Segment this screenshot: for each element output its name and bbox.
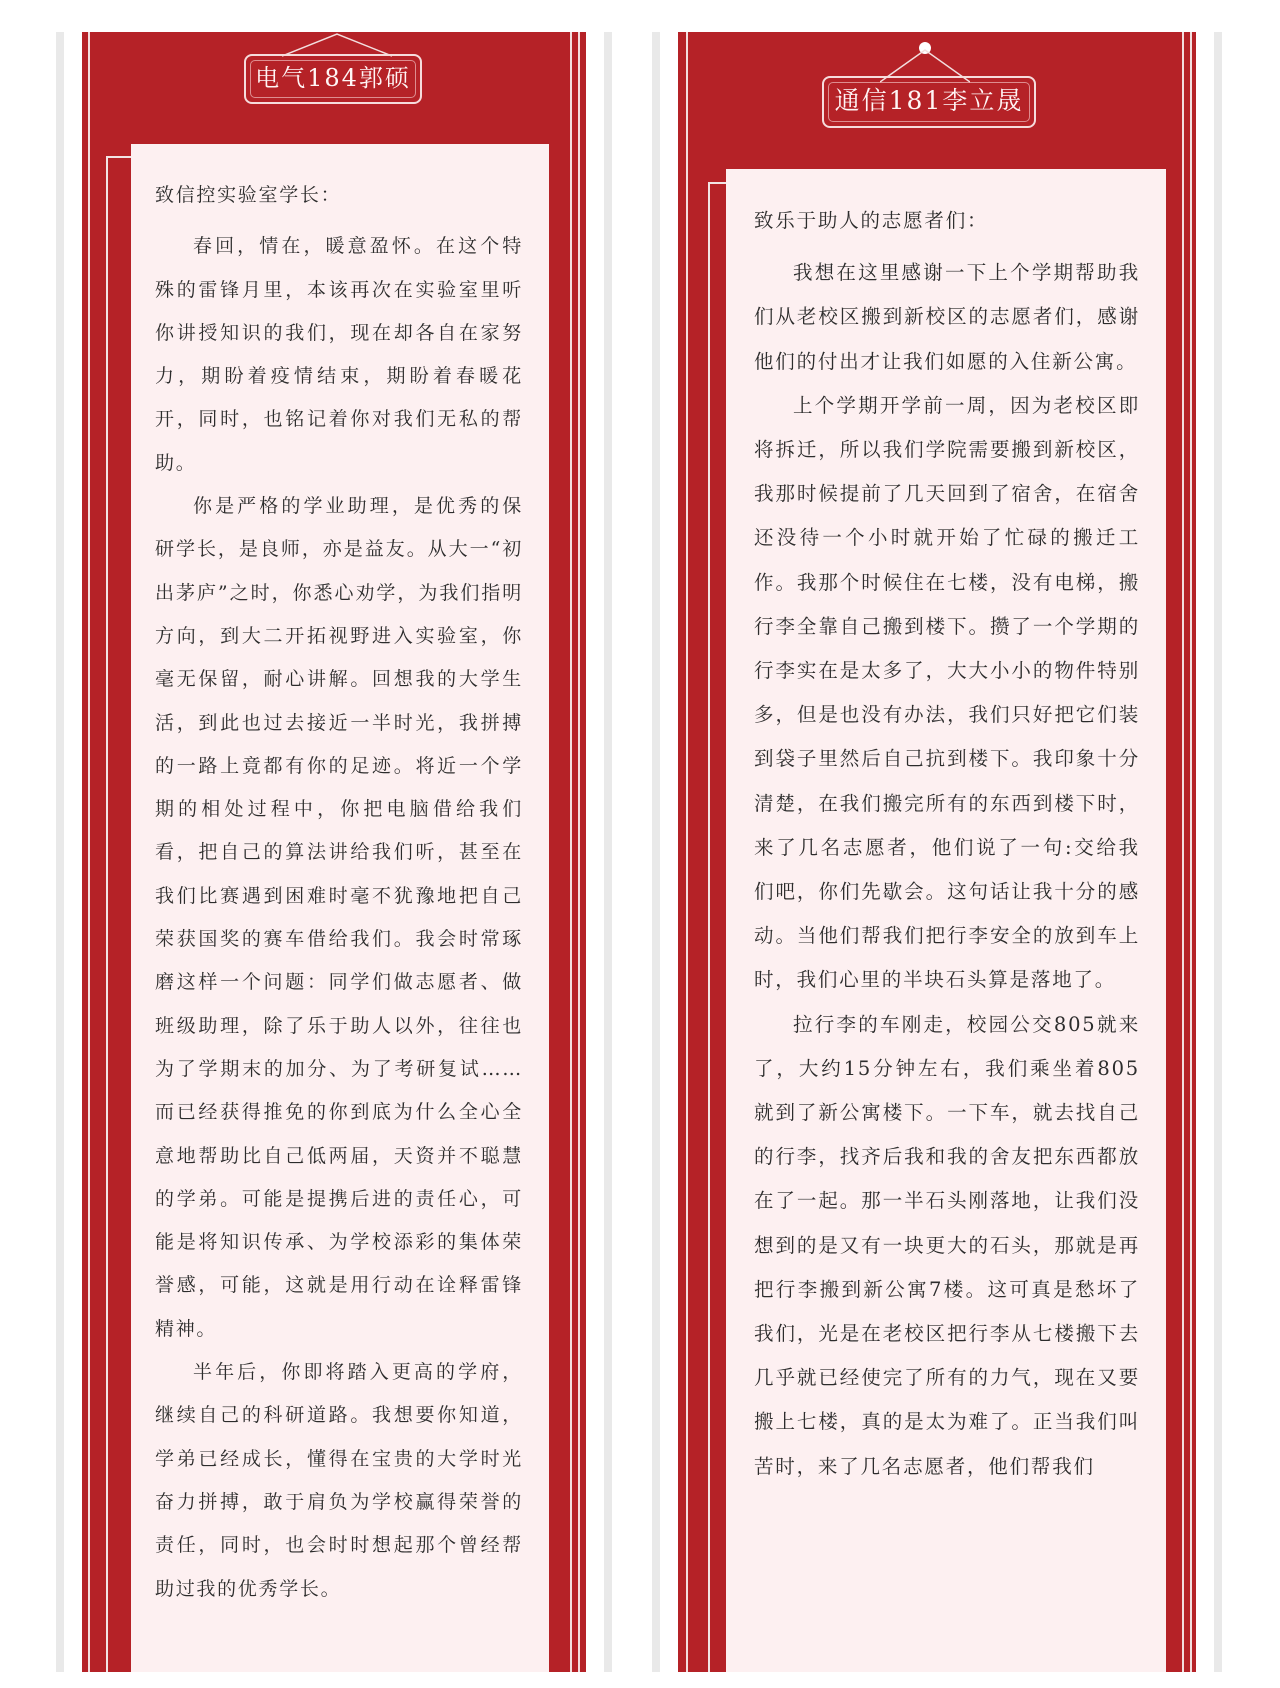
letter-card	[131, 144, 549, 1672]
panel-edge	[652, 32, 660, 1672]
letter-paragraph: 上个学期开学前一周，因为老校区即将拆迁，所以我们学院需要搬到新校区，我那时候提前了几天回到了宿舍，在宿舍还没待一个小时就开始了忙碌的搬迁工作。我那个时候住在七楼，没有电梯，搬行李全靠自己搬到楼下。攒了一个学期的行李实在是太多了，大大小小的物件特别多，但是也没有办法，我们只好把它们装到袋子里然后自己抗到楼下。我印象十分清楚，在我们搬完所有的东西到楼下时，来了几名志愿者，他们说了一句:交给我们吧，你们先歇会。这句话让我十分的感动。当他们帮我们把行李安全的放到车上时，我们心里的半块石头算是落地了。	[754, 393, 1140, 992]
letter-paragraph: 春回，情在，暖意盈怀。在这个特殊的雷锋月里，本该再次在实验室里听你讲授知识的我们，现在却各自在家努力，期盼着疫情结束，期盼着春暖花开，同时，也铭记着你对我们无私的帮助。	[155, 235, 523, 474]
letter-greeting: 致信控实验室学长：	[155, 184, 342, 206]
letter-card	[726, 169, 1166, 1672]
border-line	[686, 32, 688, 1672]
border-line	[1190, 32, 1192, 1672]
letter-paragraph: 你是严格的学业助理，是优秀的保研学长，是良师，亦是益友。从大一“初出茅庐”之时，你悉心劝学，为我们指明方向，到大二开拓视野进入实验室，你毫无保留，耐心讲解。回想我的大学生活，到此也过去接近一半时光，我拼搏的一路上竟都有你的足迹。将近一个学期的相处过程中，你把电脑借给我们看，把自己的算法讲给我们听，甚至在我们比赛遇到困难时毫不犹豫地把自己荣获国奖的赛车借给我们。我会时常琢磨这样一个问题：同学们做志愿者、做班级助理，除了乐于助人以外，往往也为了学期末的加分、为了考研复试……而已经获得推免的你到底为什么全心全意地帮助比自己低两届，天资并不聪慧的学弟。可能是提携后进的责任心，可能是将知识传承、为学校添彩的集体荣誉感，可能，这就是用行动在诠释雷锋精神。	[155, 495, 523, 1340]
panel-edge	[1214, 32, 1222, 1672]
letter-greeting: 致乐于助人的志愿者们：	[754, 209, 989, 232]
border-line	[578, 32, 580, 1672]
border-line	[88, 32, 90, 1672]
letter-panel-left	[56, 32, 612, 1672]
border-line	[1182, 32, 1184, 1672]
panel-edge	[604, 32, 612, 1672]
author-name: 电气184郭硕	[255, 64, 411, 92]
letter-panel-right	[652, 32, 1222, 1672]
letter-paragraph: 我想在这里感谢一下上个学期帮助我们从老校区搬到新校区的志愿者们，感谢他们的付出才让我们如愿的入住新公寓。	[754, 261, 1140, 373]
panel-edge	[56, 32, 64, 1672]
border-line	[570, 32, 572, 1672]
letter-paragraph: 拉行李的车刚走，校园公交805就来了，大约15分钟左右，我们乘坐着805就到了新公寓楼下。一下车，就去找自己的行李，找齐后我和我的舍友把东西都放在了一起。那一半石头刚落地，让我们没想到的是又有一块更大的石头，那就是再把行李搬到新公寓7楼。这可真是愁坏了我们，光是在老校区把行李从七楼搬下去几乎就已经使完了所有的力气，现在又要搬上七楼，真的是太为难了。正当我们叫苦时，来了几名志愿者，他们帮我们	[754, 1012, 1140, 1478]
letter-paragraph: 半年后，你即将踏入更高的学府，继续自己的科研道路。我想要你知道，学弟已经成长，懂得在宝贵的大学时光奋力拼搏，敢于肩负为学校赢得荣誉的责任，同时，也会时时想起那个曾经帮助过我的优秀学长。	[155, 1361, 523, 1600]
author-badge	[244, 54, 422, 104]
author-badge	[822, 76, 1036, 128]
author-name: 通信181李立晟	[834, 86, 1024, 115]
